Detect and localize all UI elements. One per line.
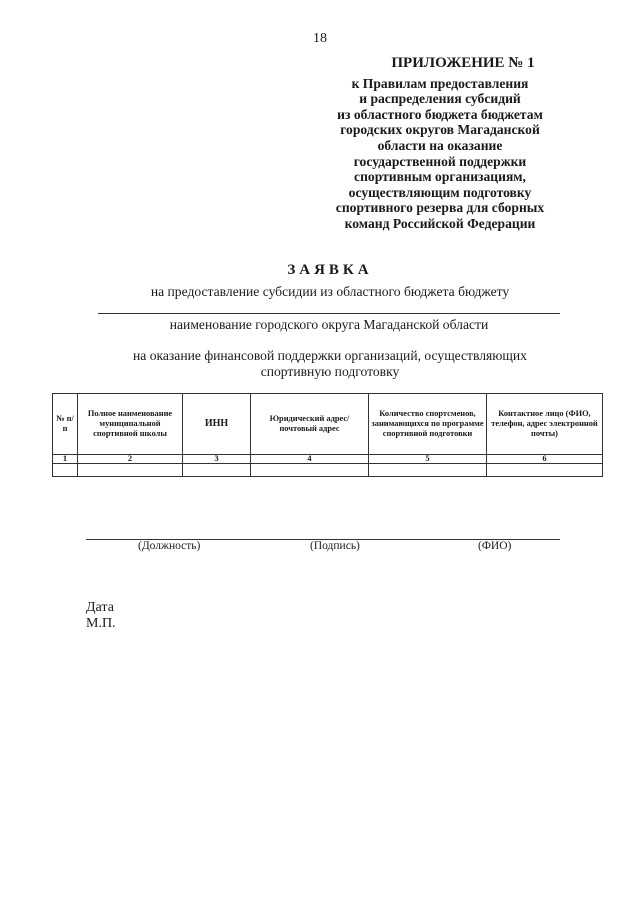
table-cell <box>487 464 603 477</box>
column-number: 4 <box>251 455 369 464</box>
header-cell-inn: ИНН <box>183 394 251 455</box>
appendix-block <box>310 56 570 232</box>
fio-label: (ФИО) <box>478 540 512 552</box>
application-title: ЗАЯВКА <box>287 262 373 278</box>
column-number: 6 <box>487 455 603 464</box>
header-cell-address: Юридический адрес/ почтовый адрес <box>251 394 369 455</box>
column-number: 1 <box>53 455 78 464</box>
fill-in-line <box>98 313 560 314</box>
application-subtitle: на предоставление субсидии из областного бюджета бюджету <box>150 284 510 299</box>
footer-block <box>86 600 116 632</box>
header-cell-athletes-count: Количество спортсменов, занимающихся по программе спортивной подготовки <box>369 394 487 455</box>
appendix-line: к Правилам предоставления <box>351 75 529 91</box>
header-cell-school-name: Полное наименование муниципальной спортивной школы <box>78 394 183 455</box>
appendix-line: команд Российской Федерации <box>344 215 536 231</box>
table-cell <box>183 464 251 477</box>
column-number: 5 <box>369 455 487 464</box>
column-number: 3 <box>183 455 251 464</box>
appendix-line: спортивного резерва для сборных <box>335 200 545 216</box>
appendix-line: из областного бюджета бюджетам <box>337 106 543 122</box>
appendix-line: государственной поддержки <box>353 153 527 169</box>
table-cell <box>369 464 487 477</box>
underline-caption: наименование городского округа Магаданской области <box>169 317 489 332</box>
application-purpose: на оказание финансовой поддержки организаций, осуществляющих спортивную подготовку <box>133 348 527 379</box>
table-header-row <box>53 394 603 455</box>
application-table <box>52 393 603 477</box>
appendix-line: и распределения субсидий <box>359 91 521 107</box>
header-cell-number: № п/п <box>53 394 78 455</box>
header-cell-contact: Контактное лицо (ФИО, телефон, адрес электронной почты) <box>487 394 603 455</box>
table-cell <box>53 464 78 477</box>
column-number: 2 <box>78 455 183 464</box>
table-cell <box>78 464 183 477</box>
appendix-line: спортивным организациям, <box>354 169 526 185</box>
appendix-line: области на оказание <box>377 137 503 153</box>
page-number: 18 <box>313 31 327 46</box>
table-row <box>53 455 603 464</box>
date-label: Дата <box>86 600 114 615</box>
table-row <box>53 464 603 477</box>
appendix-heading: ПРИЛОЖЕНИЕ № 1 <box>391 55 535 71</box>
appendix-line: городских округов Магаданской <box>340 122 540 138</box>
stamp-label: М.П. <box>86 616 116 631</box>
appendix-line: осуществляющим подготовку <box>348 184 532 200</box>
position-label: (Должность) <box>138 540 201 552</box>
sign-label: (Подпись) <box>310 540 360 552</box>
table-cell <box>251 464 369 477</box>
